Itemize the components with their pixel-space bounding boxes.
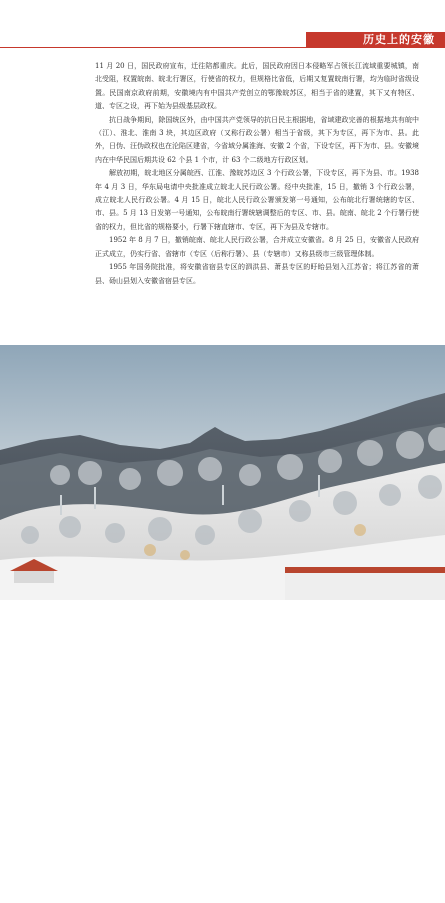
- landscape-photo: [0, 345, 445, 903]
- section-title: 历史上的安徽: [363, 33, 435, 46]
- paragraph-3: 解放初期，皖北地区分属皖西、江淮、豫皖苏边区 3 个行政公署，下设专区，再下为县、市。1938 年 4 月 3 日，华东局电请中央批准成立皖北人民行政公署。经中央批准，15 日，撤销 3 个行政公署，成立皖北人民行政公署。4 月 15 日，皖北人民行政公署颁发第一号通知，公布皖北行署统辖的专区、市、县。5 月 13 日发第一号通知，公布皖南行署统辖调整后的专区、市、县。皖南、皖北 2 个行署行使省的权力，但比省的规格要小，行署下辖直辖市、专区，再下为县及专辖市。: [95, 169, 419, 231]
- paragraph-5: 1955 年国务院批准，将安徽省宿县专区的泗洪县、萧县专区的盱眙县划入江苏省；将江苏省的萧县、砀山县划入安徽省宿县专区。: [95, 263, 419, 285]
- paragraph-1: 11 月 20 日，国民政府宣布，迁往陪都重庆。此后，国民政府因日本侵略军占领长江流域重要城镇，南北受阻，权置皖南、皖北行署区，行使省的权力，但规格比省低，后期又复置皖南行署，均为临时省级设置。民国南京政府前期，安徽境内有中国共产党创立的鄂豫皖苏区，相当于省的建置，其下又有特区、道、专区之设，再下始为县级基层政权。: [95, 62, 419, 111]
- paragraph-4: 1952 年 8 月 7 日，撤销皖南、皖北人民行政公署，合并成立安徽省。8 月 25 日，安徽省人民政府正式成立，仍实行省、省辖市（专区（后称行署）、县（专辖市）又称县级市三级管理体制。: [95, 236, 419, 258]
- snowy-mountain-image: [0, 345, 445, 600]
- paragraph-2: 抗日战争期间，除国统区外，由中国共产党领导的抗日民主根据地，省域建政完善的根据地共有皖中（江）、淮北、淮南 3 块，其边区政府（又称行政公署）相当于省级，其下为专区，再下为市、县。此外，日伪、汪伪政权也在沦陷区建省，今省域分属淮海、安徽 2 个省，下设专区，再下为市、县。安徽境内在中华民国后期共设 62 个县 1 个市，计 63 个二级地方行政区划。: [95, 115, 419, 164]
- body-text: [95, 60, 419, 288]
- page-caption: GANSUANHUISHANGHUI | 004: [313, 896, 411, 903]
